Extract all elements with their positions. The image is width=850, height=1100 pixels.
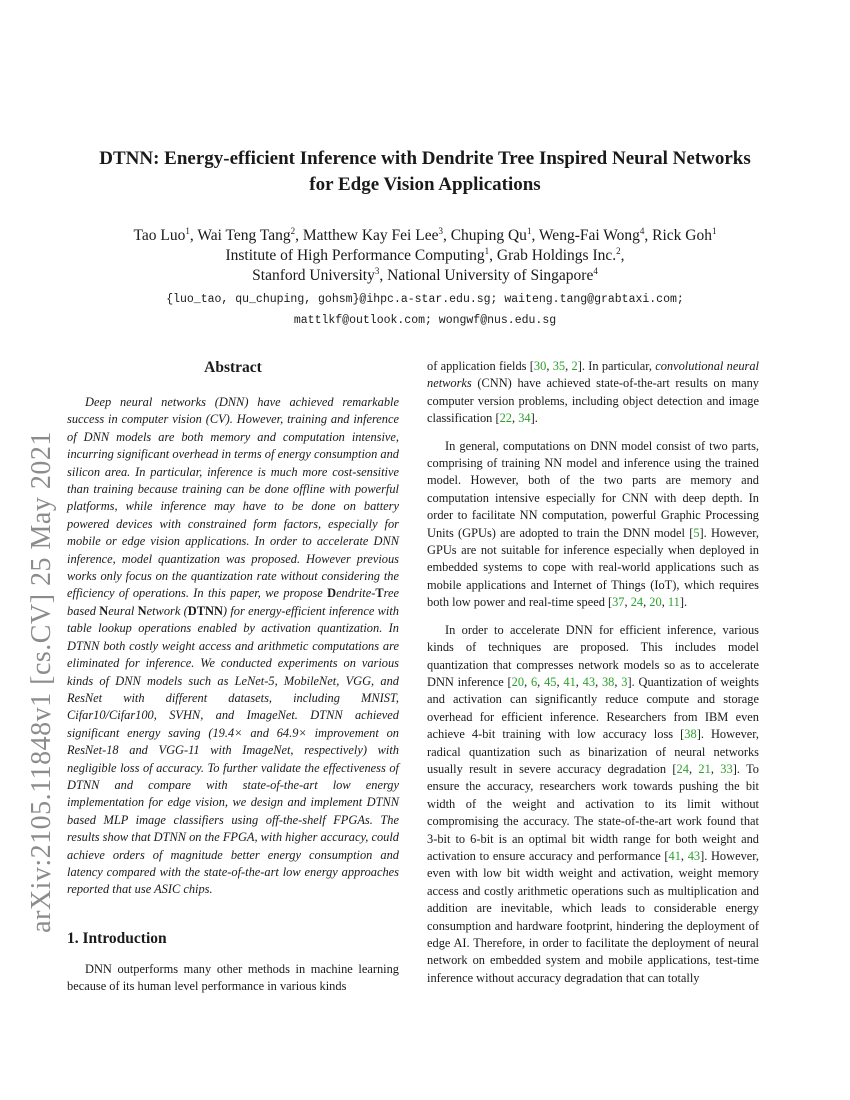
emphasis-term: convolutional neural networks <box>427 359 759 391</box>
acronym-letter: D <box>327 586 337 601</box>
author-names-line: Tao Luo$^1$, Wai Teng Tang$^2$, Matthew Kay Fei Lee$^3$, Chuping Qu$^1$, Weng-Fai Wong$^4$, Rick Goh$^1$ <box>133 225 717 244</box>
abstract-fragment: eural <box>108 603 138 618</box>
abstract-fragment: etwork ( <box>146 603 188 618</box>
acronym-letter: N <box>99 603 109 618</box>
citation-link[interactable]: 11 <box>667 595 680 610</box>
arxiv-identifier-stamp: arXiv:2105.11848v1 [cs.CV] 25 May 2021 <box>26 431 57 933</box>
affiliation-mark: 1 <box>526 225 532 236</box>
separator: , <box>661 595 668 610</box>
title-line: for Edge Vision Applications <box>309 174 541 195</box>
separator: , <box>524 674 531 689</box>
separator: , <box>680 848 688 863</box>
separator: , <box>595 674 602 689</box>
text-fragment: ]. To ensure the accuracy, researchers work towards pushing the bit width of the weight and activation to its limit without compromising the accuracy. The state-of-the-art work found that 3-bit to 6-bit is an optimal bit width range for both weight and activation to ensure accuracy and performance [ <box>427 761 759 863</box>
citation-link[interactable]: 22 <box>499 411 512 426</box>
citation-link[interactable]: 2 <box>571 359 578 373</box>
citation-link[interactable]: 38 <box>684 727 697 742</box>
left-column <box>67 358 399 1006</box>
email-line[interactable]: mattlkf@outlook.com; wongwf@nus.edu.sg <box>293 314 557 327</box>
separator: , <box>546 359 553 373</box>
abstract-fragment: ) for energy-efficient inference with table lookup operations enabled by activation quantization. In DTNN both costly weight access and arithmetic computations are eliminated for inference. We conducted experiments on various kinds of DNN models such as LeNet-5, MobileNet, VGG, and ResNet with different datasets, including MNIST, Cifar10/Cifar100, SVHN, and ImageNet. DTNN achieved significant energy saving (19.4× and 64.9× improvement on ResNet-18 and VGG-11 with ImageNet, respectively) with negligible loss of accuracy. To further validate the effectiveness of DTNN and compare with state-of-the-art low energy implementation for edge vision, we design and implement DTNN based MLP image classifiers using off-the-shelf FPGAs. The results show that DTNN on the FPGA, with higher accuracy, could achieve orders of magnitude better energy consumption and latency compared with the state-of-the-art low energy approaches reported that use ASIC chips. <box>67 603 400 897</box>
separator: , <box>537 674 545 689</box>
affiliation-mark: 1 <box>712 225 717 236</box>
separator: , <box>575 674 583 689</box>
right-column <box>427 358 759 997</box>
text-fragment: ]. In particular, <box>577 359 656 373</box>
abstract-text <box>67 394 399 899</box>
text-fragment: ]. However, even with low bit width weight and activation, weight memory access and costly arithmetic operations such as multiplication and addition are inevitable, which leads to considerable energy consumption and hardware footprint, hindering the deployment of edge AI. Therefore, in order to facilitate the deployment of neural network on embedded system and mobile applications, test-time inference without accuracy degradation that can totally <box>427 848 759 985</box>
citation-link[interactable]: 30 <box>533 359 547 373</box>
citation-link[interactable]: 3 <box>621 674 628 689</box>
section-heading: 1. Introduction <box>67 929 167 947</box>
separator: , <box>624 595 631 610</box>
citation-link[interactable]: 34 <box>518 411 531 426</box>
email-block <box>60 289 790 331</box>
author-name: Rick Goh <box>652 227 712 244</box>
citation-link[interactable]: 24 <box>676 761 689 776</box>
citation-link[interactable]: 43 <box>582 674 596 689</box>
citation-link[interactable]: 24 <box>630 595 644 610</box>
text-fragment: In general, computations on DNN model consist of two parts, comprising of training NN model and inference using the trained model. However, both of the two parts are memory and computation intensive especially for CNN with deep depth. In order to facilitate NN computation, powerful Graphic Processing Units (GPUs) are adopted to train the DNN model [ <box>427 438 759 540</box>
author-name: Weng-Fai Wong <box>538 227 640 244</box>
paper-title <box>60 146 790 198</box>
affiliation-mark: 3 <box>374 265 380 276</box>
text-fragment: ]. <box>530 411 538 426</box>
affiliation-line <box>60 246 790 266</box>
author-name: Wai Teng Tang <box>197 227 291 244</box>
affiliation-mark: 4 <box>639 225 645 236</box>
body-paragraph <box>427 358 759 428</box>
affiliation-name: Institute of High Performance Computing <box>225 247 485 264</box>
text-fragment: ]. Quantization of weights and activation can significantly reduce compute and storage overhead for efficient inference. Researchers from IBM even achieve 4-bit training with low accuracy loss [ <box>427 674 759 742</box>
separator: , <box>556 674 564 689</box>
affiliation-mark: 3 <box>438 225 443 236</box>
separator: , <box>710 761 721 776</box>
affiliation-name: , Grab Holdings Inc. <box>489 247 617 264</box>
author-name: Tao Luo <box>133 227 186 244</box>
affiliation-line <box>60 266 790 286</box>
separator: , <box>688 761 699 776</box>
text-fragment: ]. <box>679 595 688 610</box>
acronym-letter: T <box>375 586 384 601</box>
citation-link[interactable]: 6 <box>530 674 538 689</box>
acronym-letter: N <box>137 603 147 618</box>
body-paragraph <box>427 622 759 988</box>
separator: , <box>614 674 622 689</box>
acronym: DTNN <box>187 603 223 618</box>
abstract-fragment: endrite- <box>336 586 376 601</box>
affiliation-mark: 1 <box>185 225 190 236</box>
affiliation-name: , National University of Singapore <box>379 267 594 284</box>
citation-link[interactable]: 38 <box>601 674 615 689</box>
text-fragment: ]. However, GPUs are not suitable for inference especially when deployed in embedded systems to cope with real-world applications such as mobile applications and Internet of Things (IoT), which requires both low power and real-time speed [ <box>427 525 759 610</box>
affiliation-mark: 4 <box>593 265 598 276</box>
citation-link[interactable]: 20 <box>511 674 525 689</box>
separator: , <box>512 411 519 426</box>
citation-link[interactable]: 37 <box>612 595 625 610</box>
citation-link[interactable]: 20 <box>649 595 662 610</box>
text-fragment: ]. However, radical quantization such as binarization of neural networks usually result in severe accuracy degradation [ <box>427 727 759 776</box>
separator: , <box>643 595 650 610</box>
abstract-heading: Abstract <box>204 359 262 376</box>
affiliation-mark: 1 <box>484 245 490 256</box>
affiliation-name: Stanford University <box>252 267 375 284</box>
citation-link[interactable]: 41 <box>563 674 576 689</box>
body-paragraph <box>427 438 759 612</box>
author-block <box>60 226 790 286</box>
text-fragment: In order to accelerate DNN for efficient inference, various kinds of techniques are proposed. This includes model quantization that compresses network models so as to accelerate DNN inference [ <box>427 622 759 689</box>
citation-link[interactable]: 21 <box>698 761 711 776</box>
citation-link[interactable]: 45 <box>544 674 557 689</box>
text-fragment: (CNN) have achieved state-of-the-art results on many computer version problems, including object detection and image classification [ <box>427 376 759 426</box>
citation-link[interactable]: 33 <box>720 761 733 776</box>
author-name: Matthew Kay Fei Lee <box>302 227 439 244</box>
affiliation-mark: 2 <box>616 245 621 256</box>
intro-paragraph: DNN outperforms many other methods in machine learning because of its human level performance in various kinds <box>67 961 399 994</box>
citation-link[interactable]: 41 <box>668 848 681 863</box>
text-fragment: of application fields [ <box>427 359 534 373</box>
author-name: Chuping Qu <box>450 227 527 244</box>
email-line[interactable]: {luo_tao, qu_chuping, gohsm}@ihpc.a-star.edu.sg; waiteng.tang@grabtaxi.com; <box>166 293 684 306</box>
title-line: DTNN: Energy-efficient Inference with Dendrite Tree Inspired Neural Networks <box>99 148 751 169</box>
abstract-fragment: Deep neural networks (DNN) have achieved remarkable success in computer vision (CV). However, training and inference of DNN models are both memory and computation intensive, incurring significant overhead in terms of energy consumption and silicon area. In particular, inference is much more cost-sensitive than training because training can be done offline with powerful platforms, while inference may have to be done on battery powered devices with constrained form factors, especially for mobile or edge vision applications. In order to accelerate DNN inference, model quantization was proposed. However previous works only focus on the quantization rate without considering the efficiency of operations. In this paper, we propose <box>67 395 399 601</box>
punctuation: , <box>620 247 625 264</box>
separator: , <box>565 359 572 373</box>
citation-link[interactable]: 5 <box>693 525 700 540</box>
citation-link[interactable]: 43 <box>687 848 701 863</box>
affiliation-mark: 2 <box>290 225 296 236</box>
citation-link[interactable]: 35 <box>552 359 566 373</box>
abstract-fragment: ree based <box>67 586 399 618</box>
